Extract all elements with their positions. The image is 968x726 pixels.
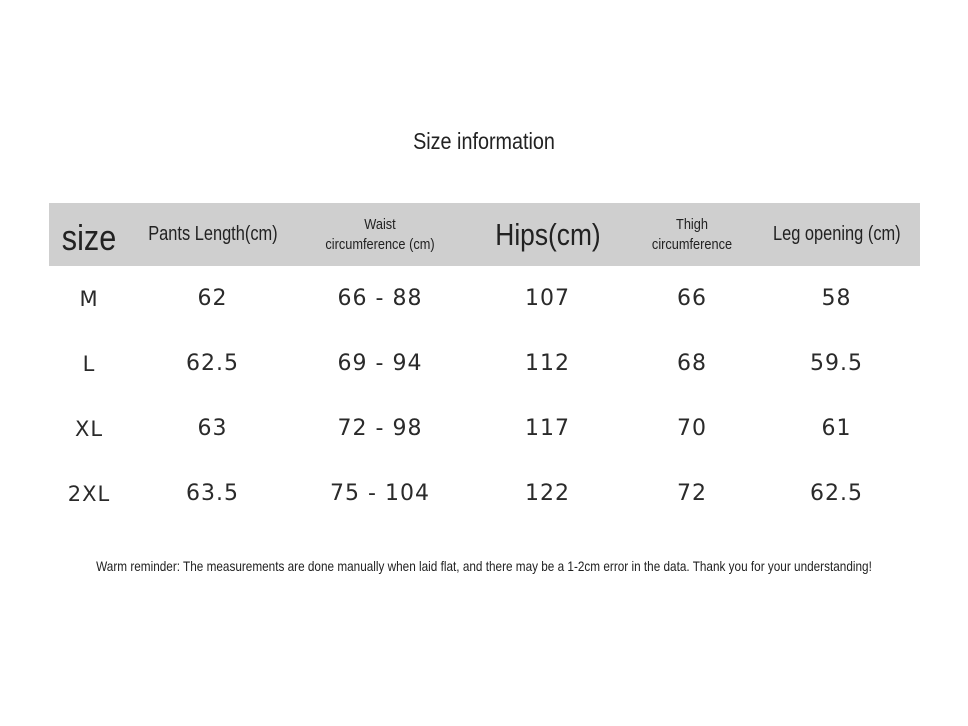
cell-waist: 75 - 104 [330, 481, 430, 506]
cell-waist: 69 - 94 [337, 351, 423, 376]
cell-thigh: 70 [677, 416, 707, 441]
cell-size: L [82, 351, 96, 376]
header-cell-hips [464, 217, 631, 253]
header-label: size [61, 216, 117, 258]
cell-thigh: 66 [677, 286, 707, 311]
cell-size: M [79, 286, 99, 311]
cell-thigh: 72 [677, 481, 707, 506]
cell-hips: 122 [525, 481, 570, 506]
cell-waist: 72 - 98 [337, 416, 423, 441]
header-cell-size [49, 211, 129, 259]
cell-leg-opening: 62.5 [810, 481, 863, 506]
cell-pants-length: 63 [197, 416, 228, 441]
cell-pants-length: 62.5 [186, 351, 239, 376]
header-label: Hips(cm) [494, 216, 601, 252]
cell-pants-length: 62 [197, 286, 228, 311]
header-cell-pants-length [129, 223, 296, 246]
cell-waist: 66 - 88 [337, 286, 423, 311]
header-label: Pants Length(cm) [147, 223, 278, 245]
cell-thigh: 68 [677, 351, 707, 376]
table-header-row [49, 203, 920, 266]
table-row [49, 396, 920, 461]
header-label: Waist circumference (cm) [325, 216, 435, 253]
warm-reminder-note: Warm reminder: The measurements are done manually when laid flat, and there may be a 1-2cm error in the data. Thank you for your understanding! [96, 558, 872, 574]
cell-leg-opening: 58 [821, 286, 852, 311]
size-table [49, 203, 920, 526]
header-label: Thigh circumference [651, 216, 733, 253]
cell-leg-opening: 59.5 [810, 351, 863, 376]
cell-hips: 117 [525, 416, 570, 441]
table-row [49, 461, 920, 526]
cell-pants-length: 63.5 [186, 481, 239, 506]
cell-hips: 112 [525, 351, 570, 376]
header-cell-waist [296, 215, 464, 255]
page-title: Size information [413, 128, 555, 154]
cell-hips: 107 [525, 286, 570, 311]
cell-size: XL [74, 416, 104, 441]
table-row [49, 331, 920, 396]
header-cell-leg-opening [753, 223, 920, 246]
header-cell-thigh [631, 215, 753, 255]
cell-leg-opening: 61 [821, 416, 852, 441]
table-row [49, 266, 920, 331]
cell-size: 2XL [67, 481, 111, 506]
header-label: Leg opening (cm) [772, 223, 901, 245]
